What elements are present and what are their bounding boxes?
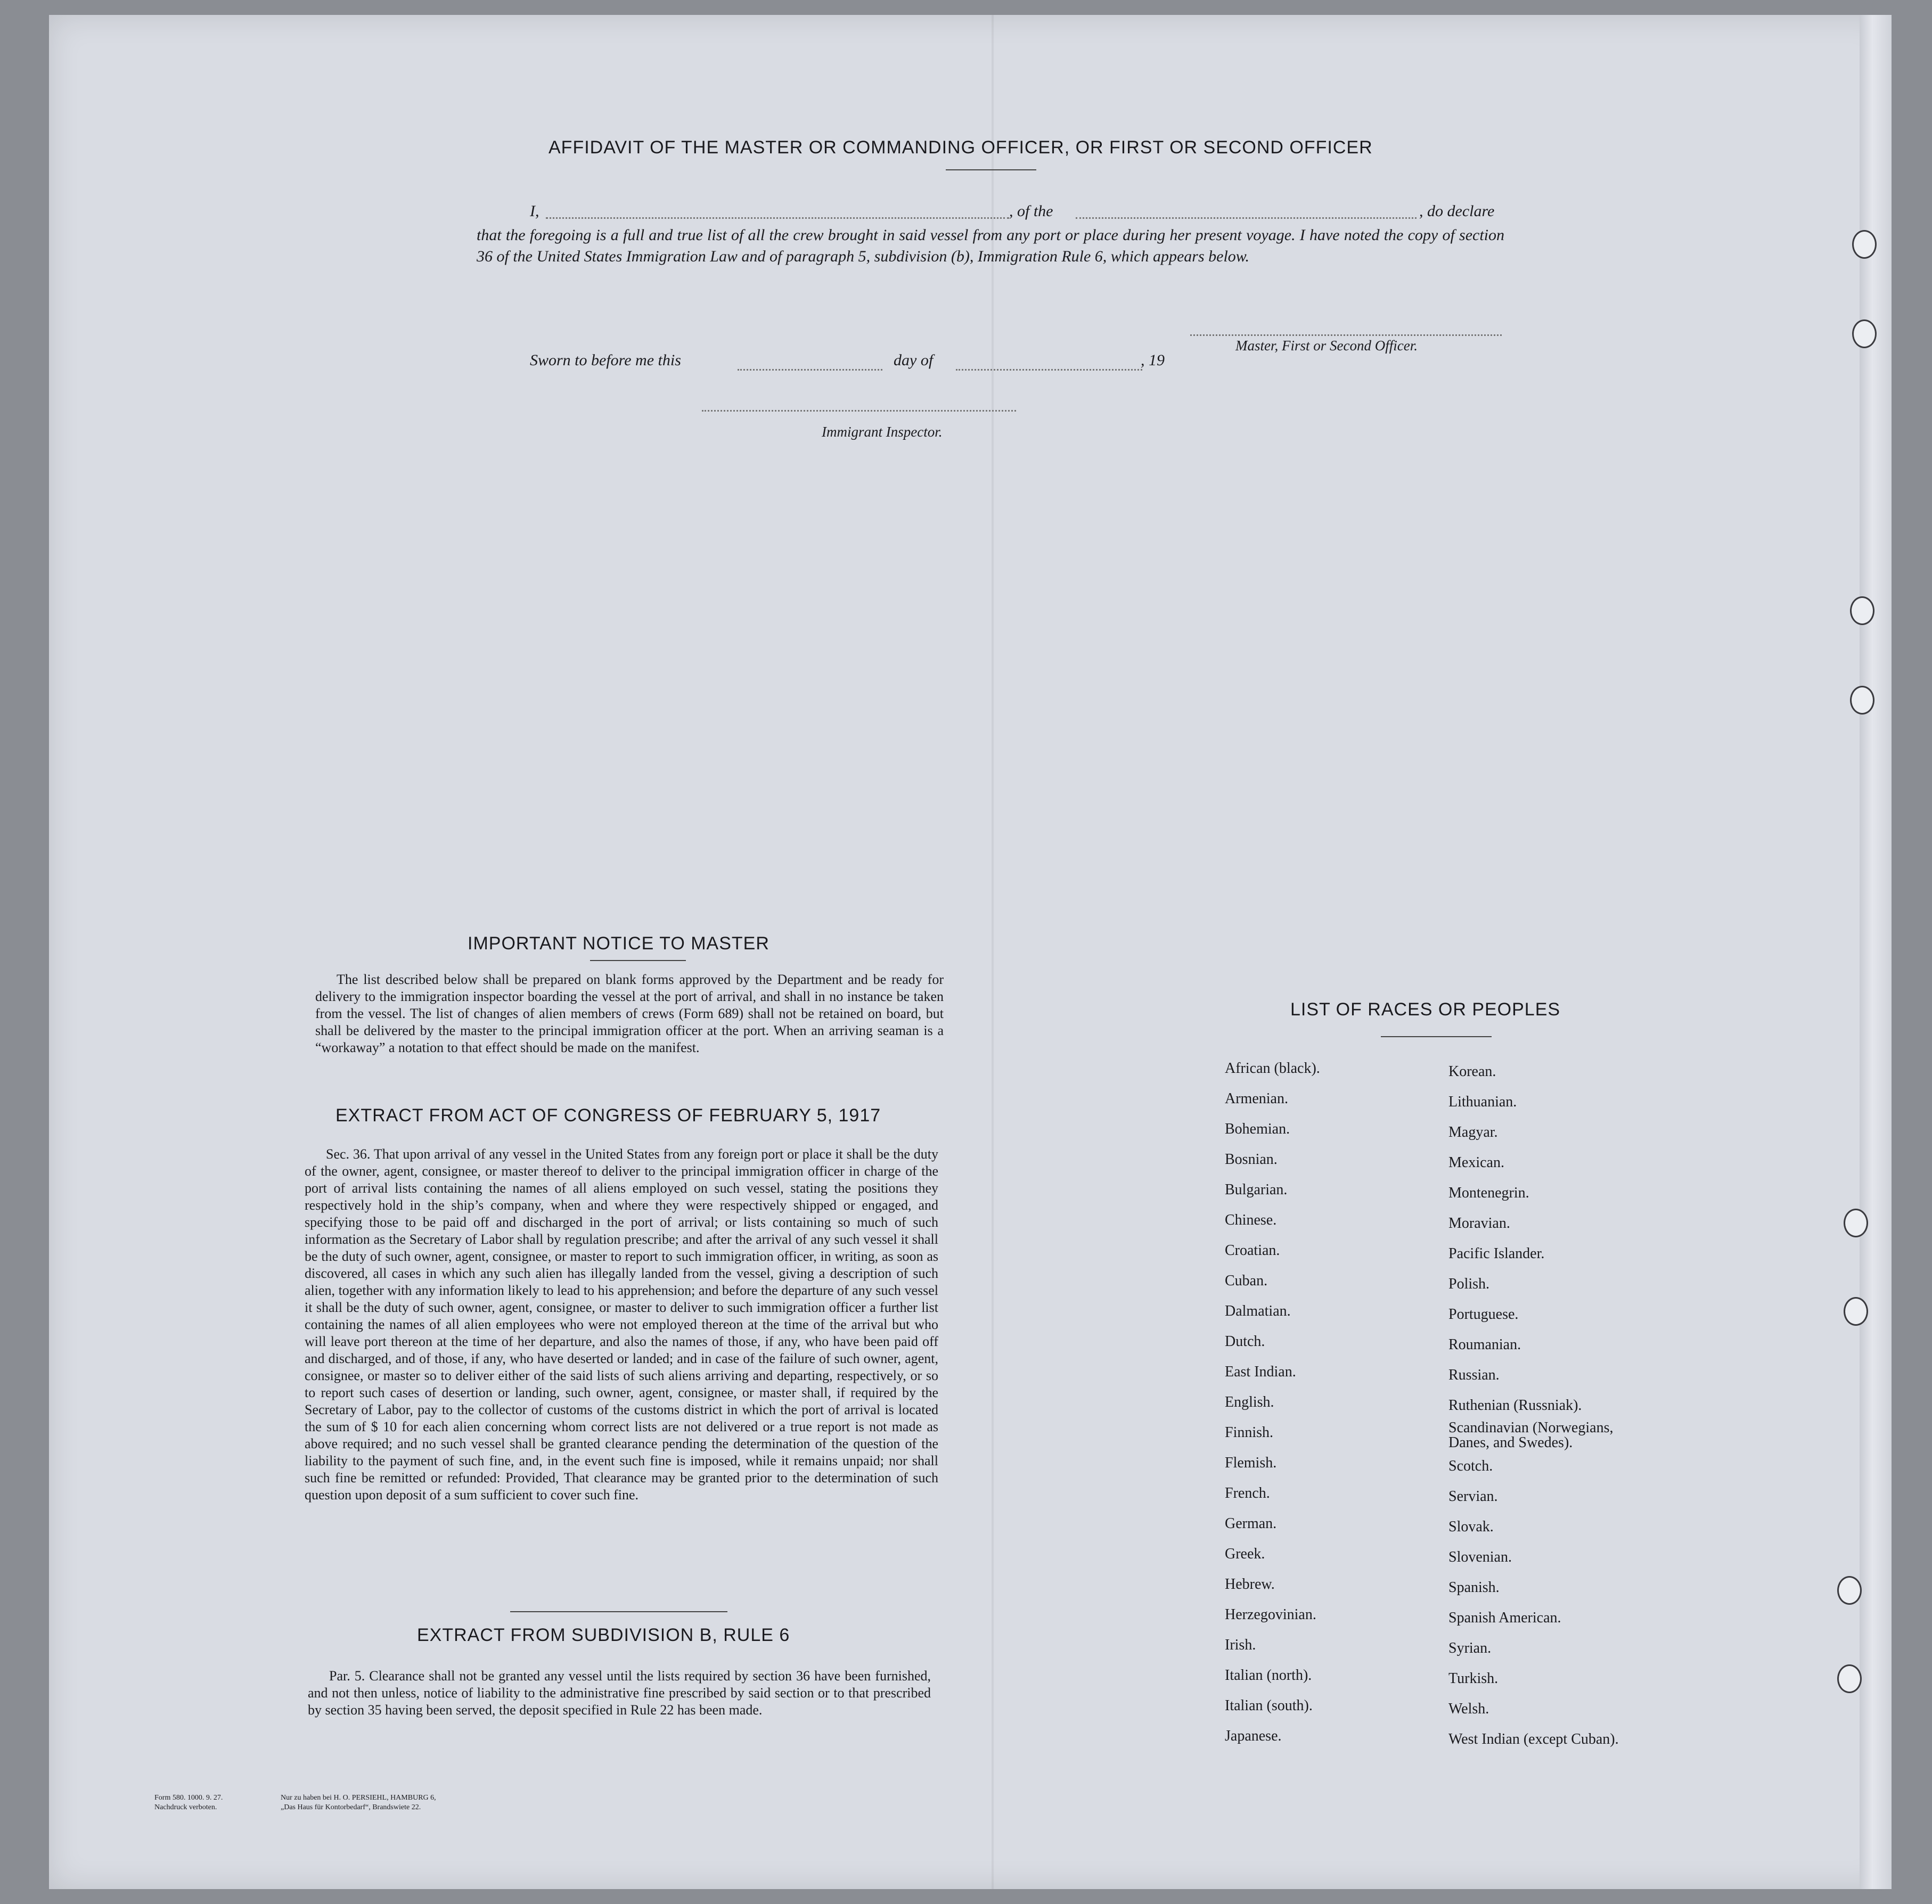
rule-text: Par. 5. Clearance shall not be granted any vessel until the lists required by section 36 have been furnished, and not then unless, notice of liability to the administrative fine prescribed by said section or to that prescribed by section 35 having been served, the deposit specified in Rule 22 has been made.	[308, 1668, 931, 1718]
master-signature-line[interactable]	[1190, 334, 1502, 336]
form-line-2: Nachdruck verboten.	[154, 1803, 217, 1811]
race-item: Chinese.	[1225, 1212, 1277, 1228]
race-item: Bosnian.	[1225, 1151, 1278, 1168]
race-item: Mexican.	[1448, 1154, 1504, 1171]
notice-title: IMPORTANT NOTICE TO MASTER	[468, 933, 769, 954]
race-item: Montenegrin.	[1448, 1185, 1529, 1201]
race-item: Korean.	[1448, 1063, 1496, 1080]
race-item: Slovenian.	[1448, 1549, 1512, 1565]
race-item: Scotch.	[1448, 1458, 1493, 1474]
form-line-1: Form 580. 1000. 9. 27.	[154, 1794, 223, 1802]
rule-body	[308, 1668, 931, 1719]
race-item: East Indian.	[1225, 1364, 1296, 1380]
race-item: French.	[1225, 1485, 1270, 1501]
affidavit-i-label: I,	[530, 202, 539, 220]
binder-hole-icon	[1844, 1209, 1868, 1237]
printer-imprint	[281, 1793, 436, 1812]
title-divider	[946, 169, 1036, 170]
race-item: Hebrew.	[1225, 1576, 1275, 1593]
race-item: Greek.	[1225, 1546, 1265, 1562]
race-item: West Indian (except Cuban).	[1448, 1731, 1619, 1747]
race-item: German.	[1225, 1515, 1277, 1532]
affidavit-title: AFFIDAVIT OF THE MASTER OR COMMANDING OFFICER, OR FIRST OR SECOND OFFICER	[549, 137, 1373, 158]
race-item: Flemish.	[1225, 1455, 1277, 1471]
race-item: Slovak.	[1448, 1519, 1494, 1535]
day-of-label: day of	[894, 351, 934, 369]
affidavit-declare-label: , do declare	[1419, 202, 1495, 220]
race-item: Croatian.	[1225, 1242, 1280, 1259]
race-item: Turkish.	[1448, 1670, 1499, 1687]
race-item: Bulgarian.	[1225, 1181, 1288, 1198]
inspector-signature-line[interactable]	[702, 410, 1016, 412]
vessel-blank[interactable]	[1076, 217, 1417, 219]
notice-body	[315, 971, 944, 1056]
page-fold	[992, 15, 994, 1889]
race-item: Roumanian.	[1448, 1336, 1521, 1353]
race-item: Italian (south).	[1225, 1697, 1313, 1714]
race-item: Bohemian.	[1225, 1121, 1290, 1137]
race-item: Servian.	[1448, 1488, 1498, 1505]
binder-hole-icon	[1852, 319, 1877, 348]
races-left-column	[1225, 1053, 1320, 1751]
sworn-label: Sworn to before me this	[530, 351, 681, 369]
race-item: Armenian.	[1225, 1090, 1288, 1107]
race-item: African (black).	[1225, 1060, 1320, 1077]
race-item: Magyar.	[1448, 1124, 1498, 1140]
page-edge	[1860, 15, 1892, 1889]
printer-line-1: Nur zu haben bei H. O. PERSIEHL, HAMBURG 6,	[281, 1794, 436, 1802]
month-blank[interactable]	[956, 369, 1142, 371]
race-item: Portuguese.	[1448, 1306, 1519, 1323]
race-item: Japanese.	[1225, 1728, 1282, 1744]
race-item: Herzegovinian.	[1225, 1606, 1316, 1623]
race-item: Finnish.	[1225, 1424, 1274, 1441]
rule-title: EXTRACT FROM SUBDIVISION B, RULE 6	[417, 1625, 790, 1645]
races-title: LIST OF RACES OR PEOPLES	[1290, 999, 1561, 1020]
inspector-signature-label: Immigrant Inspector.	[822, 424, 943, 440]
race-item: Spanish.	[1448, 1579, 1500, 1596]
year-label: , 19	[1141, 351, 1165, 369]
binder-hole-icon	[1837, 1664, 1862, 1693]
race-item: English.	[1225, 1394, 1274, 1410]
race-item: Lithuanian.	[1448, 1094, 1517, 1110]
race-item: Welsh.	[1448, 1701, 1489, 1717]
act-body	[305, 1146, 938, 1504]
race-item: Italian (north).	[1225, 1667, 1312, 1684]
race-item: Russian.	[1448, 1367, 1500, 1383]
master-signature-label: Master, First or Second Officer.	[1235, 338, 1418, 354]
race-item: Dalmatian.	[1225, 1303, 1291, 1319]
binder-hole-icon	[1850, 596, 1874, 625]
notice-text: The list described below shall be prepared on blank forms approved by the Department and be ready for delivery to the immigration inspector boarding the vessel at the port of arrival, and shall in no instance be taken from the vessel. The list of changes of alien members of crews (Form 689) shall not be retained on board, but shall be delivered by the master to the principal immigration officer at the port. When an arriving seaman is a “workaway” a notation to that effect should be made on the manifest.	[315, 972, 944, 1055]
day-blank[interactable]	[738, 369, 882, 371]
race-item: Irish.	[1225, 1637, 1256, 1653]
race-item: Syrian.	[1448, 1640, 1492, 1656]
race-item: Moravian.	[1448, 1215, 1510, 1232]
act-divider	[510, 1611, 727, 1612]
name-blank[interactable]	[546, 217, 1009, 219]
race-item: Scandinavian (Norwegians, Danes, and Swedes).	[1448, 1419, 1614, 1451]
binder-hole-icon	[1844, 1297, 1868, 1326]
race-item: Pacific Islander.	[1448, 1245, 1545, 1262]
race-item: Cuban.	[1225, 1273, 1268, 1289]
printer-line-2: „Das Haus für Kontorbedarf“, Brandswiete 22.	[281, 1803, 421, 1811]
races-divider	[1381, 1036, 1492, 1037]
notice-divider	[590, 960, 686, 961]
affidavit-body: that the foregoing is a full and true list of all the crew brought in said vessel from any port or place during her present voyage. I have noted the copy of section 36 of the United States Immigration Law and of paragraph 5, subdivision (b), Immigration Rule 6, which appears below.	[477, 226, 1504, 265]
form-number	[154, 1793, 223, 1812]
act-title: EXTRACT FROM ACT OF CONGRESS OF FEBRUARY 5, 1917	[335, 1105, 881, 1126]
race-item: Dutch.	[1225, 1333, 1265, 1350]
binder-hole-icon	[1850, 686, 1874, 715]
races-right-column	[1448, 1056, 1640, 1754]
binder-hole-icon	[1852, 230, 1877, 259]
race-item: Polish.	[1448, 1276, 1490, 1292]
race-item: Ruthenian (Russniak).	[1448, 1397, 1582, 1414]
affidavit-of-the-label: , of the	[1009, 202, 1053, 220]
act-text: Sec. 36. That upon arrival of any vessel in the United States from any foreign port or place it shall be the duty of the owner, agent, consignee, or master thereof to deliver to the principal immigration officer in charge of the port of arrival lists containing the names of all aliens employed on such vessel, stating the positions they respectively hold in the ship’s company, when and where they were respectively shipped or engaged, and specifying those to be paid off and discharged in the port of arrival; or lists containing so much of such information as the Secretary of Labor shall by regulation prescribe; and after the arrival of any such vessel it shall be the duty of such owner, agent, consignee, or master to report to such immigration officer, in writing, as soon as discovered, all cases in which any such alien has illegally landed from the vessel, giving a description of such alien, together with any information likely to lead to his apprehension; and before the departure of any such vessel it shall be the duty of such owner, agent, consignee, or master to deliver to such immigration officer a further list containing the names of all alien employees who were not employed thereon at the time of the arrival but who will leave port thereon at the time of her departure, and also the names of those, if any, who have been paid off and discharged, and of those, if any, who have deserted or landed; and in case of the failure of such owner, agent, consignee, or master so to deliver either of the said lists of such aliens arriving and departing, respectively, or so to report such cases of desertion or landing, such owner, agent, consignee, or master shall, if required by the Secretary of Labor, pay to the collector of customs of the customs district in which the port of arrival is located the sum of $ 10 for each alien concerning whom correct lists are not delivered or a true report is not made as above required; and no such vessel shall be granted clearance pending the determination of the question of the liability to the payment of such fine, and, in the event such fine is imposed, while it remains unpaid; nor shall such fine be remitted or refunded: Provided, That clearance may be granted prior to the determination of such question upon deposit of a sum sufficient to cover such fine.	[305, 1146, 938, 1503]
race-item: Spanish American.	[1448, 1610, 1561, 1626]
binder-hole-icon	[1837, 1576, 1862, 1605]
